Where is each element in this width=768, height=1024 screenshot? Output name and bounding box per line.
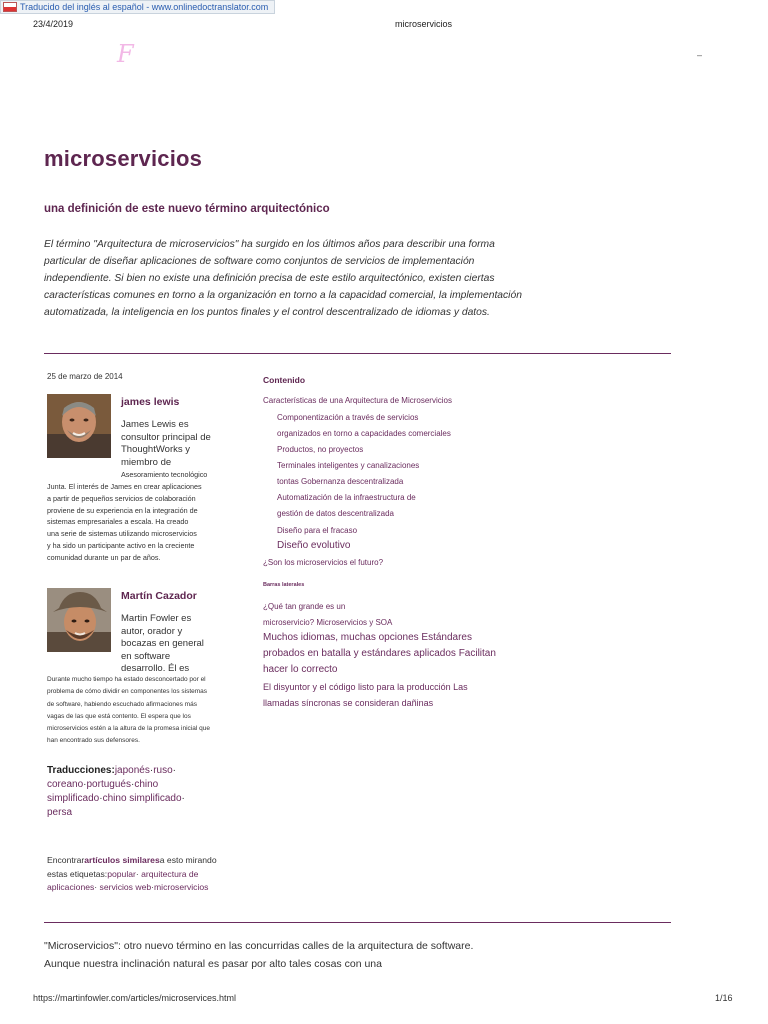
sidebar-link-4[interactable]: hacer lo correcto xyxy=(263,664,338,675)
toc-heading: Contenido xyxy=(263,375,306,385)
article-date: 25 de marzo de 2014 xyxy=(47,372,123,381)
toc-link-sub-1[interactable]: organizados en torno a capacidades comerciales xyxy=(277,429,451,438)
author-name-james-lewis[interactable]: james lewis xyxy=(121,396,180,408)
tag-link-web-services[interactable]: servicios web xyxy=(99,882,152,892)
site-logo-icon[interactable]: F xyxy=(117,40,134,68)
toc-link-sub-7[interactable]: Diseño para el fracaso xyxy=(277,526,358,535)
toc-link-sub-8[interactable]: Diseño evolutivo xyxy=(277,540,351,551)
author-bio-james-lewis-cont-first: Asesoramiento tecnológico xyxy=(121,470,208,479)
author-bio-martin-fowler: Martin Fowler es autor, orador y bocazas en general en software desarrollo. Él es xyxy=(121,613,204,674)
translation-link-japanese[interactable]: japonés xyxy=(114,765,150,776)
sidebars-heading: Barras laterales xyxy=(263,582,305,588)
toc-link-sub-2[interactable]: Productos, no proyectos xyxy=(277,445,364,454)
tag-link-popular[interactable]: popular xyxy=(107,868,136,879)
similar-articles-block: Encontrarartículos similaresa esto mirando estas etiquetas:popular· arquitectura de aplicaciones· servicios web·microservicios xyxy=(47,855,217,892)
sidebar-link-2[interactable]: Muchos idiomas, muchas opciones Estándares xyxy=(263,632,472,643)
translation-link-chinese-2[interactable]: chino simplificado xyxy=(102,793,182,804)
print-title: microservicios xyxy=(395,19,453,29)
body-paragraph: "Microservicios": otro nuevo término en las concurridas calles de la arquitectura de software. Aunque nuestra inclinación natural es pasar por alto tales cosas con una xyxy=(44,940,474,970)
toc-link-characteristics[interactable]: Características de una Arquitectura de Microservicios xyxy=(263,396,452,405)
translator-flag-icon xyxy=(3,2,17,12)
translator-banner-text: Traducido del inglés al español - www.onlinedoctranslator.com xyxy=(20,2,269,12)
footer-page-number: 1/16 xyxy=(715,993,733,1003)
print-date: 23/4/2019 xyxy=(33,19,74,29)
page-subtitle: una definición de este nuevo término arquitectónico xyxy=(44,203,330,215)
toc-link-sub-4[interactable]: tontas Gobernanza descentralizada xyxy=(277,477,404,486)
translation-link-korean[interactable]: coreano xyxy=(47,779,84,790)
translation-link-russian[interactable]: ruso xyxy=(153,765,173,776)
sidebar-link-5[interactable]: El disyuntor y el código listo para la producción Las xyxy=(263,682,468,692)
page-title: microservicios xyxy=(44,146,203,171)
tag-link-application-architecture[interactable]: arquitectura de aplicaciones xyxy=(47,868,199,892)
toc-link-sub-3[interactable]: Terminales inteligentes y canalizaciones xyxy=(277,461,420,470)
divider-bottom xyxy=(44,922,671,923)
sidebar-link-3[interactable]: probados en batalla y estándares aplicados Facilitan xyxy=(263,648,496,659)
sidebar-link-1[interactable]: microservicio? Microservicios y SOA xyxy=(263,618,393,627)
sidebar-link-6[interactable]: llamadas síncronas se consideran dañinas xyxy=(263,698,434,708)
divider-top xyxy=(44,353,671,354)
translation-link-persian[interactable]: persa xyxy=(47,807,73,818)
header-dash: – xyxy=(697,50,703,60)
author-name-martin-fowler[interactable]: Martín Cazador xyxy=(121,590,197,602)
translations-block: Traducciones:japonés·ruso· coreano·portugués·chino simplificado·chino simplificado· persa xyxy=(47,765,185,818)
toc-link-sub-6[interactable]: gestión de datos descentralizada xyxy=(277,509,394,518)
translation-link-chinese-1[interactable]: chino simplificado xyxy=(47,779,159,804)
similar-articles-link[interactable]: artículos similares xyxy=(84,855,160,865)
intro-paragraph: El término "Arquitectura de microservicios" ha surgido en los últimos años para describir una forma particular de diseñar aplicaciones de software como conjuntos de servicios de implementación independiente. Si bien no existe una definición precisa de este estilo arquitectónico, existen ciertas características comunes en torno a la organización en torno a la capacidad comercial, la implementación automatizada, la inteligencia en los puntos finales y el control descentralizado de idiomas y datos. xyxy=(44,239,522,318)
tag-link-microservices[interactable]: microservicios xyxy=(154,882,209,892)
footer-url: https://martinfowler.com/articles/microservices.html xyxy=(33,993,237,1003)
author-bio-james-lewis-cont: Junta. El interés de James en crear aplicaciones a partir de pequeños servicios de colaboración proviene de su experiencia en la integración de sistemas empresariales a escala. Ha creado una serie de sistemas utilizando microservicios y ha sido un participante activo en la creciente comunidad durante un par de años. xyxy=(47,482,202,562)
author-photo-james-lewis xyxy=(47,394,111,458)
sidebar-link-0[interactable]: ¿Qué tan grande es un xyxy=(263,602,346,611)
author-bio-james-lewis: James Lewis es consultor principal de ThoughtWorks y miembro de xyxy=(121,419,211,468)
author-photo-martin-fowler xyxy=(47,588,111,652)
translations-label: Traducciones: xyxy=(47,765,115,776)
toc-link-sub-5[interactable]: Automatización de la infraestructura de xyxy=(277,493,416,502)
translation-link-portuguese[interactable]: portugués xyxy=(86,779,131,790)
translator-banner[interactable] xyxy=(0,0,275,14)
toc-link-future[interactable]: ¿Son los microservicios el futuro? xyxy=(263,558,384,567)
author-bio-martin-fowler-cont: Durante mucho tiempo ha estado desconcertado por el problema de cómo dividir en componentes los sistemas de software, habiendo escuchado afirmaciones más vagas de las que está contento. El espera que los microservicios estén a la altura de la promesa inicial que han encontrado sus defensores. xyxy=(47,676,210,745)
toc-link-sub-0[interactable]: Componentización a través de servicios xyxy=(277,413,419,422)
